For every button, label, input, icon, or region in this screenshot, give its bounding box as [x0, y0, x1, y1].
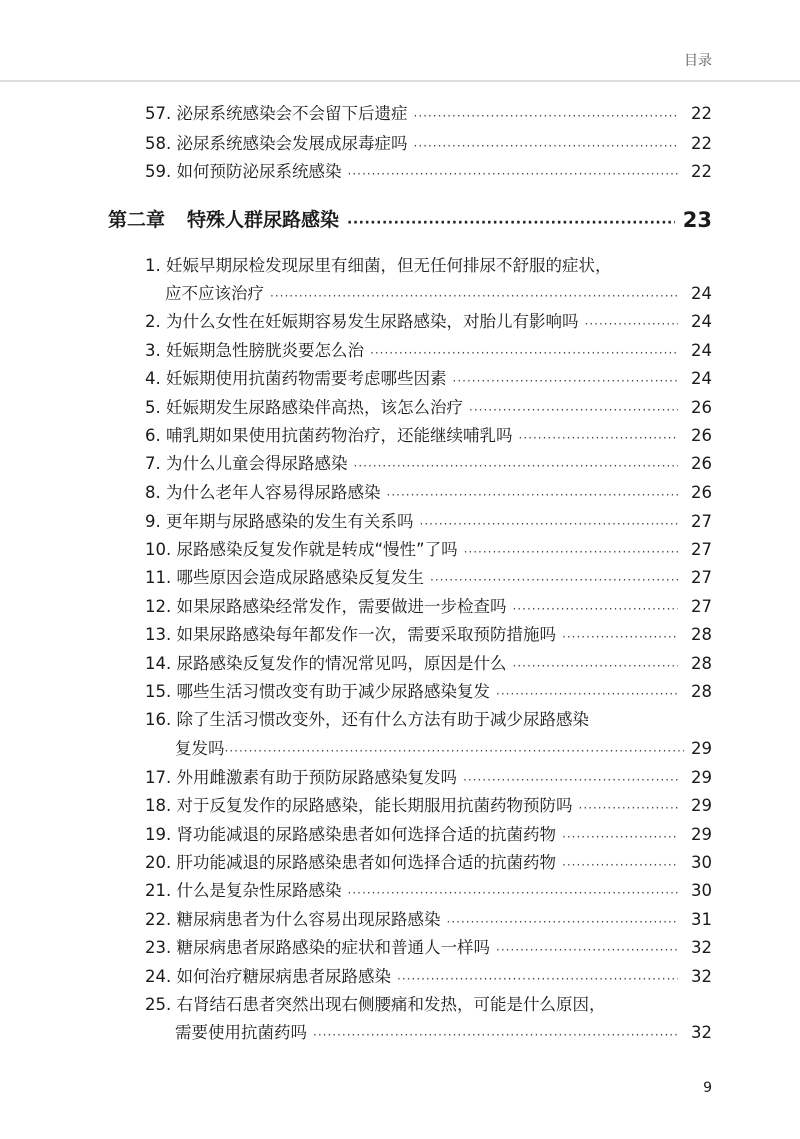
leader-dots: [447, 912, 679, 932]
toc-entry[interactable]: [145, 794, 712, 818]
toc-entry-page: 26: [691, 483, 712, 502]
leader-dots: [387, 485, 679, 505]
toc-entry-page: 31: [691, 910, 712, 929]
toc-entry[interactable]: [145, 310, 712, 334]
toc-entry-title: 8. 为什么老年人容易得尿路感染: [145, 483, 381, 502]
toc-entry[interactable]: [145, 160, 712, 184]
leader-dots: [397, 969, 678, 989]
toc-entry-title: 2. 为什么女性在妊娠期容易发生尿路感染，对胎儿有影响吗: [145, 312, 579, 331]
toc-entry-title: 9. 更年期与尿路感染的发生有关系吗: [145, 512, 414, 531]
leader-dots: [347, 211, 675, 235]
leader-dots: [225, 741, 685, 761]
toc-entry-page: 27: [691, 540, 712, 559]
toc-entry[interactable]: [145, 680, 712, 704]
chapter-heading[interactable]: [108, 205, 712, 235]
chapter-page: 23: [682, 208, 712, 232]
toc-entry-first-line[interactable]: 16. 除了生活习惯改变外，还有什么方法有助于减少尿路感染: [145, 710, 589, 729]
toc-entry[interactable]: [145, 623, 712, 647]
toc-entry-title: 15. 哪些生活习惯改变有助于减少尿路感染复发: [145, 682, 490, 701]
toc-entry-title: 4. 妊娠期使用抗菌药物需要考虑哪些因素: [145, 369, 447, 388]
leader-dots: [348, 883, 679, 903]
toc-entry-page: 32: [691, 1023, 712, 1042]
toc-entry-title: 需要使用抗菌药吗: [175, 1023, 307, 1042]
toc-entry-title: 23. 糖尿病患者尿路感染的症状和普通人一样吗: [145, 938, 490, 957]
toc-entry-title: 22. 糖尿病患者为什么容易出现尿路感染: [145, 910, 441, 929]
leader-dots: [585, 314, 679, 334]
toc-entry[interactable]: [145, 908, 712, 932]
toc-entry-page: 26: [691, 454, 712, 473]
toc-entry[interactable]: [145, 339, 712, 363]
leader-dots: [513, 656, 679, 676]
toc-entry-title: 应不应该治疗: [165, 284, 264, 303]
page-number: 9: [703, 1080, 712, 1096]
chapter-label: 第二章: [108, 209, 166, 231]
leader-dots: [270, 286, 678, 306]
toc-entry-page: 22: [691, 134, 712, 153]
toc-entry-page: 27: [691, 568, 712, 587]
toc-entry[interactable]: [145, 424, 712, 448]
toc-entry-title: 57. 泌尿系统感染会不会留下后遗症: [145, 104, 408, 123]
leader-dots: [519, 428, 679, 448]
toc-entry[interactable]: [145, 132, 712, 156]
toc-entry-page: 24: [691, 341, 712, 360]
leader-dots: [562, 827, 678, 847]
toc-entry-title: 14. 尿路感染反复发作的情况常见吗，原因是什么: [145, 654, 507, 673]
toc-entry[interactable]: [145, 481, 712, 505]
leader-dots: [420, 514, 679, 534]
toc-entry-page: 24: [691, 312, 712, 331]
toc-entry[interactable]: [145, 396, 712, 420]
toc-entry[interactable]: [145, 766, 712, 790]
toc-entry-page: 26: [691, 426, 712, 445]
toc-entry-page: 29: [691, 825, 712, 844]
toc-entry[interactable]: [145, 965, 712, 989]
leader-dots: [430, 570, 678, 590]
toc-entry[interactable]: [145, 823, 712, 847]
leader-dots: [453, 371, 679, 391]
toc-entry-page: 29: [691, 796, 712, 815]
toc-entry-page: 30: [691, 881, 712, 900]
toc-entry[interactable]: [145, 595, 712, 619]
toc-entry-page: 32: [691, 967, 712, 986]
toc-entry-title: 12. 如果尿路感染经常发作，需要做进一步检查吗: [145, 597, 507, 616]
leader-dots: [414, 106, 679, 126]
toc-entry-title: 6. 哺乳期如果使用抗菌药物治疗，还能继续哺乳吗: [145, 426, 513, 445]
toc-entry-title: 3. 妊娠期急性膀胱炎要怎么治: [145, 341, 364, 360]
toc-entry-title: 58. 泌尿系统感染会发展成尿毒症吗: [145, 134, 408, 153]
toc-entry-title: 19. 肾功能减退的尿路感染患者如何选择合适的抗菌药物: [145, 825, 556, 844]
toc-entry-title: 18. 对于反复发作的尿路感染，能长期服用抗菌药物预防吗: [145, 796, 573, 815]
toc-entry[interactable]: [145, 652, 712, 676]
leader-dots: [562, 627, 678, 647]
leader-dots: [348, 164, 679, 184]
toc-entry-page: 24: [691, 284, 712, 303]
toc-entry[interactable]: [145, 452, 712, 476]
toc-entry[interactable]: [145, 851, 712, 875]
leader-dots: [463, 770, 678, 790]
toc-entry-page: 22: [691, 162, 712, 181]
leader-dots: [370, 343, 678, 363]
leader-dots: [354, 456, 679, 476]
chapter-title: 特殊人群尿路感染: [187, 209, 340, 231]
toc-entry[interactable]: [145, 367, 712, 391]
toc-entry[interactable]: [145, 1021, 712, 1045]
toc-entry-page: 22: [691, 104, 712, 123]
leader-dots: [414, 136, 679, 156]
toc-entry-page: 27: [691, 597, 712, 616]
toc-entry-title: 13. 如果尿路感染每年都发作一次，需要采取预防措施吗: [145, 625, 556, 644]
toc-entry-page: 28: [691, 682, 712, 701]
toc-entry[interactable]: [145, 879, 712, 903]
toc-entry-title: 11. 哪些原因会造成尿路感染反复发生: [145, 568, 424, 587]
toc-entry-page: 29: [691, 739, 712, 758]
toc-entry-title: 10. 尿路感染反复发作就是转成“慢性”了吗: [145, 540, 458, 559]
toc-entry-title: 24. 如何治疗糖尿病患者尿路感染: [145, 967, 391, 986]
toc-entry-title: 17. 外用雌激素有助于预防尿路感染复发吗: [145, 768, 457, 787]
leader-dots: [469, 400, 678, 420]
toc-entry-page: 27: [691, 512, 712, 531]
toc-entry[interactable]: [145, 566, 712, 590]
toc-entry-page: 30: [691, 853, 712, 872]
toc-entry-page: 29: [691, 768, 712, 787]
toc-entry-title: 5. 妊娠期发生尿路感染伴高热，该怎么治疗: [145, 398, 463, 417]
toc-entry-title: 21. 什么是复杂性尿路感染: [145, 881, 342, 900]
leader-dots: [313, 1025, 678, 1045]
leader-dots: [562, 855, 678, 875]
toc-entry-page: 26: [691, 398, 712, 417]
leader-dots: [496, 940, 678, 960]
toc-entry[interactable]: [145, 936, 712, 960]
toc-entry[interactable]: [145, 282, 712, 306]
toc-entry[interactable]: [145, 102, 712, 126]
toc-entry-page: 24: [691, 369, 712, 388]
toc-entry[interactable]: [145, 538, 712, 562]
leader-dots: [579, 798, 679, 818]
leader-dots: [496, 684, 678, 704]
toc-entry-page: 32: [691, 938, 712, 957]
toc-entry-page: 28: [691, 654, 712, 673]
leader-dots: [513, 599, 679, 619]
toc-entry-page: 28: [691, 625, 712, 644]
toc-entry-first-line[interactable]: 1. 妊娠早期尿检发现尿里有细菌，但无任何排尿不舒服的症状，: [145, 256, 612, 275]
toc-entry-title: 复发吗: [175, 739, 225, 758]
toc-entry-first-line[interactable]: 25. 右肾结石患者突然出现右侧腰痛和发热，可能是什么原因，: [145, 995, 606, 1014]
toc-entry-title: 7. 为什么儿童会得尿路感染: [145, 454, 348, 473]
toc-entry-title: 59. 如何预防泌尿系统感染: [145, 162, 342, 181]
leader-dots: [464, 542, 678, 562]
toc-entry[interactable]: [145, 510, 712, 534]
toc-entry[interactable]: [145, 737, 712, 761]
header-divider: [0, 80, 800, 82]
toc-entry-title: 20. 肝功能减退的尿路感染患者如何选择合适的抗菌药物: [145, 853, 556, 872]
running-header: 目录: [684, 53, 712, 69]
